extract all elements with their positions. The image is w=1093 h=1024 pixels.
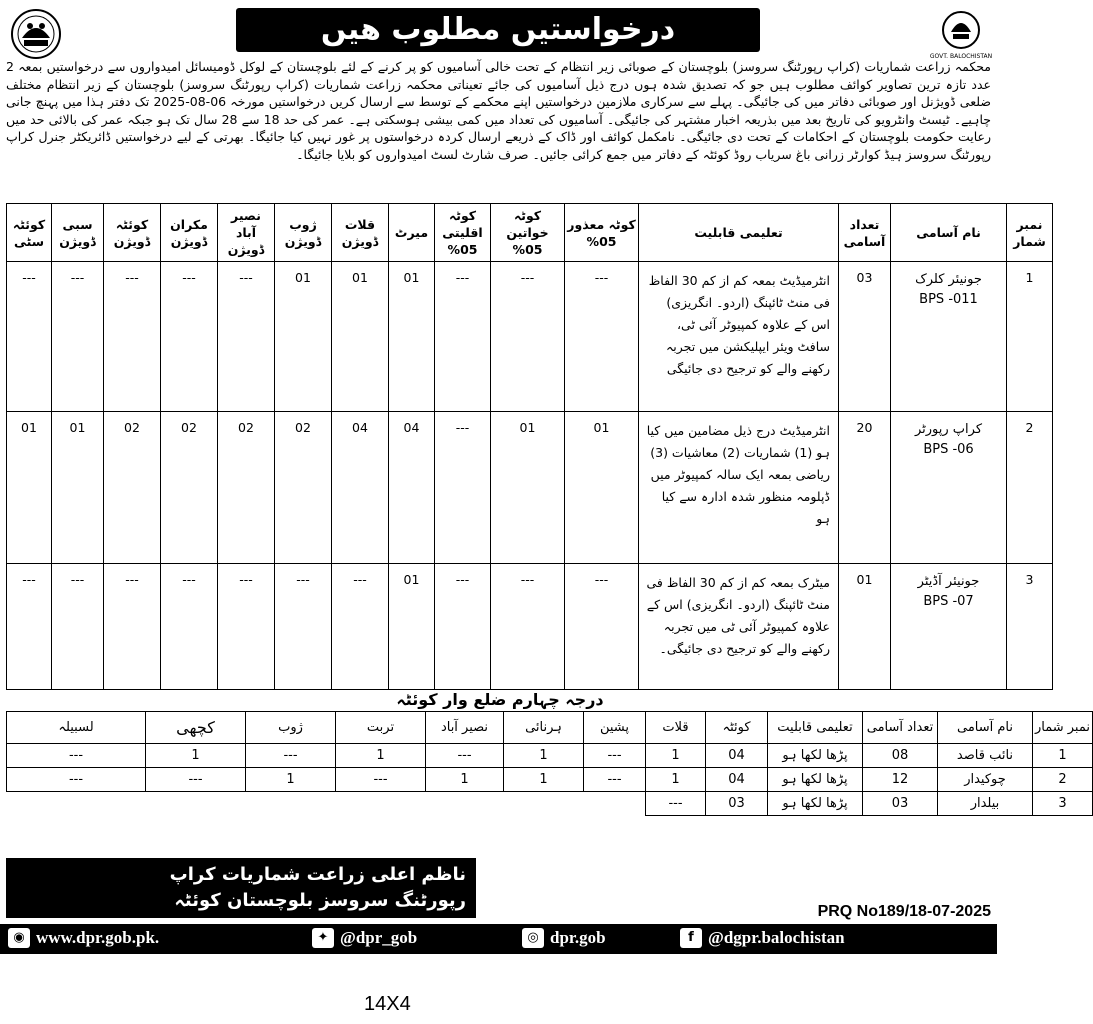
col-header: کوئٹہ ڈویژن xyxy=(104,204,161,262)
facebook-icon: f xyxy=(680,928,702,948)
table-row xyxy=(7,564,1053,690)
size-code: 14X4 xyxy=(364,993,411,1015)
instagram-icon: ◎ xyxy=(522,928,544,948)
grade4-table xyxy=(6,711,1093,816)
footer-instagram[interactable] xyxy=(522,928,606,948)
footer-twitter[interactable] xyxy=(312,928,417,948)
cell-quota-women: --- xyxy=(491,262,565,412)
cell-zhob: 01 xyxy=(275,262,332,412)
cell-quota-disabled: 01 xyxy=(565,412,639,564)
cell-post: بیلدار xyxy=(938,792,1033,816)
cell-nasirabad: --- xyxy=(426,744,504,768)
header xyxy=(0,6,997,60)
cell-quetta: --- xyxy=(104,262,161,412)
empty-cell xyxy=(7,792,646,816)
table-row xyxy=(7,792,1093,816)
col-header: کوٹہ خواتین 05% xyxy=(491,204,565,262)
cell-harnai: 1 xyxy=(504,768,584,792)
cell-qualification: انٹرمیڈیٹ درج ذیل مضامین میں کیا ہو (1) شماریات (2) معاشیات (3) ریاضی بمعہ ایک سالہ کمپیوٹر میں ڈپلومہ منظور شدہ ادارہ سے کیا ہو xyxy=(639,412,839,564)
cell-zhob: --- xyxy=(275,564,332,690)
footer-facebook[interactable] xyxy=(680,928,845,948)
post-name: جونیئر آڈیٹر xyxy=(917,574,980,589)
cell-count: 08 xyxy=(863,744,938,768)
cell-zhob: --- xyxy=(246,744,336,768)
cell-quota-women: 01 xyxy=(491,412,565,564)
col-header: کوئٹہ xyxy=(706,712,768,744)
cell-count: 03 xyxy=(863,792,938,816)
instagram-text: dpr.gob xyxy=(550,928,606,947)
col-header: تعداد آسامی xyxy=(839,204,891,262)
col-header: نمبر شمار xyxy=(1033,712,1093,744)
cell-qualification: انٹرمیڈیٹ بمعہ کم از کم 30 الفاظ فی منٹ ٹائپنگ (اردو۔ انگریزی) اس کے علاوہ کمپیوٹر آئی ٹی، سافٹ ویئر ایپلیکشن میں تجربہ رکھنے والے کو ترجیح دی جائیگی xyxy=(639,262,839,412)
page-title: درخواستیں مطلوب ھیں xyxy=(236,8,760,52)
cell-count: 01 xyxy=(839,564,891,690)
prq-number: PRQ No189/18-07-2025 xyxy=(817,903,991,920)
cell-count: 12 xyxy=(863,768,938,792)
cell-kalat: --- xyxy=(646,792,706,816)
posts-table xyxy=(6,203,1053,690)
col-header: کوٹہ معذور 05% xyxy=(565,204,639,262)
cell-quetta-city: --- xyxy=(7,262,52,412)
cell-kalat: 01 xyxy=(332,262,389,412)
cell-quota-minority: --- xyxy=(435,564,491,690)
globe-icon: ◉ xyxy=(8,928,30,948)
col-header: نام آسامی xyxy=(891,204,1007,262)
col-header: نمبر شمار xyxy=(1007,204,1053,262)
table-row xyxy=(7,412,1053,564)
logo-caption: GOVT. BALOCHISTAN xyxy=(929,53,993,60)
cell-zhob: 02 xyxy=(275,412,332,564)
cell-sibi: --- xyxy=(52,262,104,412)
cell-sno: 2 xyxy=(1007,412,1053,564)
cell-quota-minority: --- xyxy=(435,262,491,412)
cell-post: چوکیدار xyxy=(938,768,1033,792)
cell-makran: --- xyxy=(161,262,218,412)
cell-quetta-city: 01 xyxy=(7,412,52,564)
cell-harnai: 1 xyxy=(504,744,584,768)
section-title: درجہ چہارم ضلع وار کوئٹہ xyxy=(396,690,604,709)
cell-qualification: پڑھا لکھا ہو xyxy=(768,768,863,792)
cell-quetta: --- xyxy=(104,564,161,690)
emblem-logo xyxy=(8,8,64,60)
post-bps: BPS -06 xyxy=(923,442,974,457)
cell-quota-minority: --- xyxy=(435,412,491,564)
cell-zhob: 1 xyxy=(246,768,336,792)
cell-count: 03 xyxy=(839,262,891,412)
col-header: ژوب xyxy=(246,712,336,744)
table-header-row xyxy=(7,712,1093,744)
cell-qualification: پڑھا لکھا ہو xyxy=(768,792,863,816)
col-header: مکران ڈویژن xyxy=(161,204,218,262)
cell-lasbela: --- xyxy=(7,768,146,792)
cell-nasirabad: 1 xyxy=(426,768,504,792)
col-header: تعلیمی قابلیت xyxy=(768,712,863,744)
cell-sno: 3 xyxy=(1007,564,1053,690)
twitter-text: @dpr_gob xyxy=(340,928,418,947)
cell-qualification: میٹرک بمعہ کم از کم 30 الفاظ فی منٹ ٹائپنگ (اردو۔ انگریزی) اس کے علاوہ کمپیوٹر آئی ٹی میں تجربہ رکھنے والے کو ترجیح دی جائیگی۔ xyxy=(639,564,839,690)
col-header: نام آسامی xyxy=(938,712,1033,744)
cell-kalat: --- xyxy=(332,564,389,690)
balochistan-govt-logo xyxy=(929,8,993,60)
col-header: ژوب ڈویژن xyxy=(275,204,332,262)
cell-pishin: --- xyxy=(584,768,646,792)
col-header: نصیر آباد ڈویژن xyxy=(218,204,275,262)
signature-block xyxy=(6,858,476,918)
cell-sno: 2 xyxy=(1033,768,1093,792)
col-header: کچھی xyxy=(146,712,246,744)
cell-post: نائب قاصد xyxy=(938,744,1033,768)
cell-kalat: 1 xyxy=(646,744,706,768)
footer-website[interactable] xyxy=(8,928,159,948)
table-header-row xyxy=(7,204,1053,262)
cell-merit: 01 xyxy=(389,262,435,412)
cell-sno: 1 xyxy=(1033,744,1093,768)
cell-turbat: 1 xyxy=(336,744,426,768)
table-row xyxy=(7,744,1093,768)
twitter-icon: ✦ xyxy=(312,928,334,948)
col-header: نصیر آباد xyxy=(426,712,504,744)
cell-sibi: --- xyxy=(52,564,104,690)
cell-post xyxy=(891,262,1007,412)
cell-post xyxy=(891,564,1007,690)
col-header: لسبیلہ xyxy=(7,712,146,744)
col-header: تربت xyxy=(336,712,426,744)
cell-merit: 04 xyxy=(389,412,435,564)
cell-nasirabad: --- xyxy=(218,262,275,412)
cell-pishin: --- xyxy=(584,744,646,768)
facebook-text: @dgpr.balochistan xyxy=(708,928,845,947)
cell-sibi: 01 xyxy=(52,412,104,564)
cell-quetta-city: --- xyxy=(7,564,52,690)
col-header: تعلیمی قابلیت xyxy=(639,204,839,262)
footer-bar xyxy=(0,924,997,954)
cell-turbat: --- xyxy=(336,768,426,792)
cell-quetta: 04 xyxy=(706,768,768,792)
cell-quota-disabled: --- xyxy=(565,564,639,690)
cell-quota-women: --- xyxy=(491,564,565,690)
cell-makran: 02 xyxy=(161,412,218,564)
col-header: قلات ڈویژن xyxy=(332,204,389,262)
cell-nasirabad: 02 xyxy=(218,412,275,564)
post-bps: BPS -011 xyxy=(919,292,978,307)
website-text: www.dpr.gob.pk. xyxy=(36,928,160,947)
col-header: پشین xyxy=(584,712,646,744)
cell-quota-disabled: --- xyxy=(565,262,639,412)
col-header: قلات xyxy=(646,712,706,744)
cell-post xyxy=(891,412,1007,564)
cell-kalat: 04 xyxy=(332,412,389,564)
table-row xyxy=(7,768,1093,792)
cell-kachhi: 1 xyxy=(146,744,246,768)
col-header: میرٹ xyxy=(389,204,435,262)
cell-count: 20 xyxy=(839,412,891,564)
table-row xyxy=(7,262,1053,412)
col-header: ہرنائی xyxy=(504,712,584,744)
cell-lasbela: --- xyxy=(7,744,146,768)
cell-quetta: 03 xyxy=(706,792,768,816)
cell-merit: 01 xyxy=(389,564,435,690)
col-header: تعداد آسامی xyxy=(863,712,938,744)
col-header: کوٹہ اقلیتی 05% xyxy=(435,204,491,262)
post-name: جونیئر کلرک xyxy=(915,272,982,287)
post-name: کراپ رپورٹر xyxy=(914,422,983,437)
cell-sno: 3 xyxy=(1033,792,1093,816)
col-header: سبی ڈویژن xyxy=(52,204,104,262)
signature-line-1: ناظم اعلی زراعت شماریات کراپ xyxy=(169,864,466,885)
cell-nasirabad: --- xyxy=(218,564,275,690)
cell-kachhi: --- xyxy=(146,768,246,792)
col-header: کوئٹہ سٹی xyxy=(7,204,52,262)
cell-quetta: 02 xyxy=(104,412,161,564)
signature-line-2: رپورٹنگ سروسز بلوچستان کوئٹہ xyxy=(174,890,466,911)
cell-kalat: 1 xyxy=(646,768,706,792)
intro-paragraph: محکمہ زراعت شماریات (کراپ رپورٹنگ سروسز) بلوچستان کے صوبائی زیر انتظام کے تحت خالی آسامیوں کو پر کرنے کے لئے بلوچستان کے لوکل ڈومیسائل امیدواروں سے درخواستیں بمعہ 2 عدد تازہ ترین تصاویر کوائف مطلوب ہیں جو کہ تصدیق شدہ ہوں درج ذیل آسامیوں کی جائے تعیناتی محکمہ زراعت شماریات (کراپ رپورٹنگ سروسز) بلوچستان کے زیر انتظام مختلف ضلعی ڈویژنل اور صوبائی دفاتر میں کی جائیگی۔ پہلے سے سرکاری ملازمین درخواستیں اپنے محکمے کے توسط سے ارسال کریں درخواستیں مورخہ 06-08-2025 تک دفتر ہذا میں پہنچ جانی چاہیے۔ ٹیسٹ وانٹرویو کی تاریخ بعد میں بذریعہ اخبار مشتہر کی جائیگی۔ آسامیوں کی تعداد میں کمی بیشی ہوسکتی ہے۔ عمر کی حد 18 سے 28 سال تک ہو جبکہ عمر کی بالائی حد میں رعایت حکومت بلوچستان کے احکامات کے تحت دی جائیگی۔ نامکمل کوائف اور ڈاک کے ذریعے ارسال کردہ درخواستوں پر غور نہیں کیا جائیگا۔ بھرتی کے لیے درخواستیں ڈائریکٹر جنرل کراپ رپورٹنگ سروسز ہیڈ کوارٹر زرانی باغ سریاب روڈ کوئٹہ کے دفاتر میں جمع کرائی جائیں۔ صرف شارٹ لسٹ امیدواروں کو بلایا جائیگا۔ xyxy=(6,59,992,162)
cell-makran: --- xyxy=(161,564,218,690)
post-bps: BPS -07 xyxy=(923,594,974,609)
cell-sno: 1 xyxy=(1007,262,1053,412)
cell-qualification: پڑھا لکھا ہو xyxy=(768,744,863,768)
cell-quetta: 04 xyxy=(706,744,768,768)
